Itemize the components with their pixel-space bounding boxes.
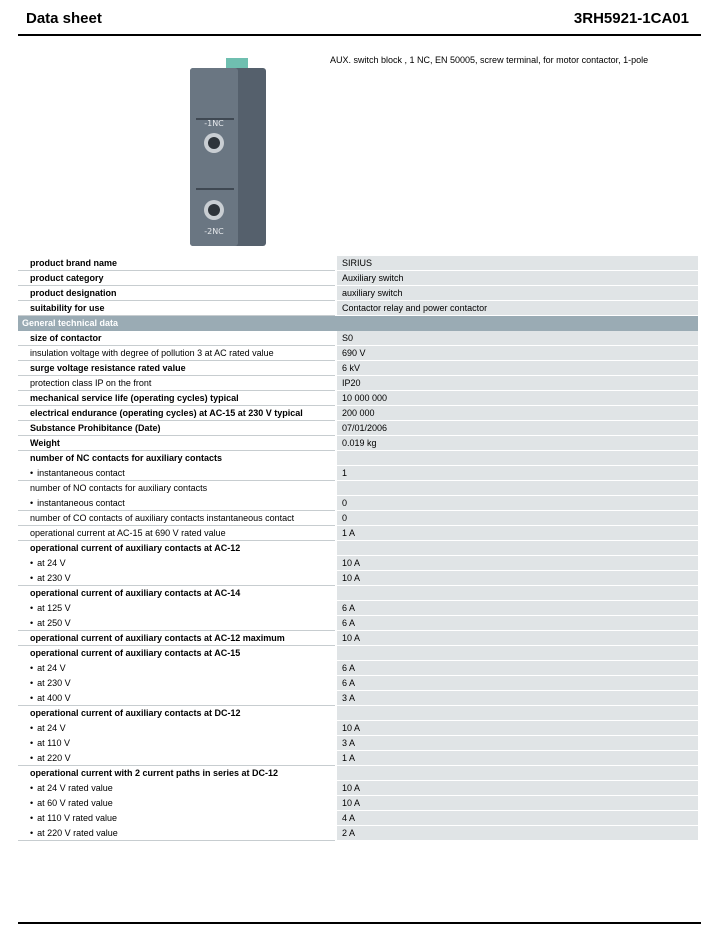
spec-value: 200 000	[336, 406, 698, 421]
table-row	[18, 286, 698, 301]
spec-label: • at 110 V	[18, 736, 336, 751]
spec-value	[336, 766, 698, 781]
spec-label: number of NO contacts for auxiliary contacts	[18, 481, 336, 496]
table-row	[18, 481, 698, 496]
table-row	[18, 766, 698, 781]
spec-label: number of NC contacts for auxiliary contacts	[18, 451, 336, 466]
image-label-2nc: -2NC	[204, 227, 224, 236]
spec-label: protection class IP on the front	[18, 376, 336, 391]
table-row	[18, 376, 698, 391]
table-row	[18, 271, 698, 286]
spec-value: 10 A	[336, 631, 698, 646]
table-row	[18, 256, 698, 271]
product-description: AUX. switch block , 1 NC, EN 50005, screw terminal, for motor contactor, 1-pole	[330, 55, 649, 65]
table-row	[18, 691, 698, 706]
spec-label: suitability for use	[18, 301, 336, 316]
spec-value: 1	[336, 466, 698, 481]
spec-label: • at 125 V	[18, 601, 336, 616]
spec-label: operational current at AC-15 at 690 V rated value	[18, 526, 336, 541]
spec-value: SIRIUS	[336, 256, 698, 271]
spec-label: size of contactor	[18, 331, 336, 346]
spec-label: electrical endurance (operating cycles) at AC-15 at 230 V typical	[18, 406, 336, 421]
table-row	[18, 571, 698, 586]
spec-value: 3 A	[336, 736, 698, 751]
table-row	[18, 361, 698, 376]
spec-value: 6 A	[336, 676, 698, 691]
spec-value: 3 A	[336, 691, 698, 706]
table-row	[18, 721, 698, 736]
table-row	[18, 661, 698, 676]
spec-label: • instantaneous contact	[18, 466, 336, 481]
spec-label: number of CO contacts of auxiliary contacts instantaneous contact	[18, 511, 336, 526]
spec-label: • at 24 V	[18, 661, 336, 676]
spec-label: operational current of auxiliary contacts at AC-14	[18, 586, 336, 601]
spec-label: • at 400 V	[18, 691, 336, 706]
table-row	[18, 346, 698, 361]
spec-label: Substance Prohibitance (Date)	[18, 421, 336, 436]
spec-value: 2 A	[336, 826, 698, 841]
spec-label: • at 24 V	[18, 556, 336, 571]
spec-label: operational current of auxiliary contacts at AC-12 maximum	[18, 631, 336, 646]
spec-value: 0.019 kg	[336, 436, 698, 451]
product-image	[188, 58, 268, 248]
spec-value	[336, 646, 698, 661]
spec-value: Contactor relay and power contactor	[336, 301, 698, 316]
spec-value: 4 A	[336, 811, 698, 826]
spec-value: 1 A	[336, 751, 698, 766]
spec-value: 10 A	[336, 796, 698, 811]
spec-label: • at 230 V	[18, 676, 336, 691]
table-row	[18, 586, 698, 601]
spec-label: operational current of auxiliary contacts at AC-12	[18, 541, 336, 556]
spec-value: 10 A	[336, 721, 698, 736]
table-row	[18, 781, 698, 796]
spec-value: 6 kV	[336, 361, 698, 376]
spec-value	[336, 451, 698, 466]
page-title: Data sheet	[26, 10, 102, 27]
spec-value: 10 A	[336, 571, 698, 586]
table-row	[18, 826, 698, 841]
spec-label: • at 24 V rated value	[18, 781, 336, 796]
spec-value: 0	[336, 511, 698, 526]
page-header	[0, 0, 713, 36]
spec-label: surge voltage resistance rated value	[18, 361, 336, 376]
spec-label: product category	[18, 271, 336, 286]
spec-label: • at 220 V rated value	[18, 826, 336, 841]
spec-label: operational current of auxiliary contacts at AC-15	[18, 646, 336, 661]
image-label-1nc: -1NC	[204, 119, 224, 128]
spec-value: 6 A	[336, 601, 698, 616]
table-row	[18, 616, 698, 631]
footer-divider	[18, 922, 701, 924]
table-row	[18, 301, 698, 316]
table-row	[18, 436, 698, 451]
section-title: General technical data	[18, 316, 698, 332]
spec-value: auxiliary switch	[336, 286, 698, 301]
spec-value: 6 A	[336, 661, 698, 676]
spec-value: S0	[336, 331, 698, 346]
table-row	[18, 676, 698, 691]
table-row	[18, 706, 698, 721]
spec-value: 10 A	[336, 556, 698, 571]
table-row	[18, 541, 698, 556]
spec-label: product designation	[18, 286, 336, 301]
table-row	[18, 331, 698, 346]
table-row	[18, 751, 698, 766]
spec-value	[336, 706, 698, 721]
table-row	[18, 601, 698, 616]
spec-value: 0	[336, 496, 698, 511]
spec-label: insulation voltage with degree of pollution 3 at AC rated value	[18, 346, 336, 361]
spec-label: • at 24 V	[18, 721, 336, 736]
spec-value: 1 A	[336, 526, 698, 541]
table-row	[18, 736, 698, 751]
table-row	[18, 556, 698, 571]
spec-label: • at 250 V	[18, 616, 336, 631]
spec-value: 10 000 000	[336, 391, 698, 406]
spec-value: 10 A	[336, 781, 698, 796]
spec-label: • at 60 V rated value	[18, 796, 336, 811]
table-row	[18, 796, 698, 811]
header-divider	[18, 34, 701, 36]
spec-label: • at 110 V rated value	[18, 811, 336, 826]
spec-table	[18, 256, 698, 841]
spec-value	[336, 541, 698, 556]
spec-label: • at 220 V	[18, 751, 336, 766]
spec-value	[336, 481, 698, 496]
table-row	[18, 421, 698, 436]
spec-label: mechanical service life (operating cycles) typical	[18, 391, 336, 406]
spec-label: Weight	[18, 436, 336, 451]
table-row	[18, 646, 698, 661]
table-row	[18, 511, 698, 526]
spec-value	[336, 586, 698, 601]
table-row	[18, 451, 698, 466]
spec-value: 690 V	[336, 346, 698, 361]
table-row	[18, 526, 698, 541]
table-row	[18, 496, 698, 511]
spec-label: product brand name	[18, 256, 336, 271]
spec-label: operational current with 2 current paths in series at DC-12	[18, 766, 336, 781]
table-row	[18, 406, 698, 421]
spec-value: Auxiliary switch	[336, 271, 698, 286]
product-code: 3RH5921-1CA01	[573, 10, 689, 27]
table-row	[18, 811, 698, 826]
spec-value: 07/01/2006	[336, 421, 698, 436]
table-row	[18, 391, 698, 406]
table-row	[18, 631, 698, 646]
section-header	[18, 316, 698, 332]
spec-value: 6 A	[336, 616, 698, 631]
spec-label: • at 230 V	[18, 571, 336, 586]
spec-label: operational current of auxiliary contacts at DC-12	[18, 706, 336, 721]
spec-label: • instantaneous contact	[18, 496, 336, 511]
table-row	[18, 466, 698, 481]
spec-value: IP20	[336, 376, 698, 391]
